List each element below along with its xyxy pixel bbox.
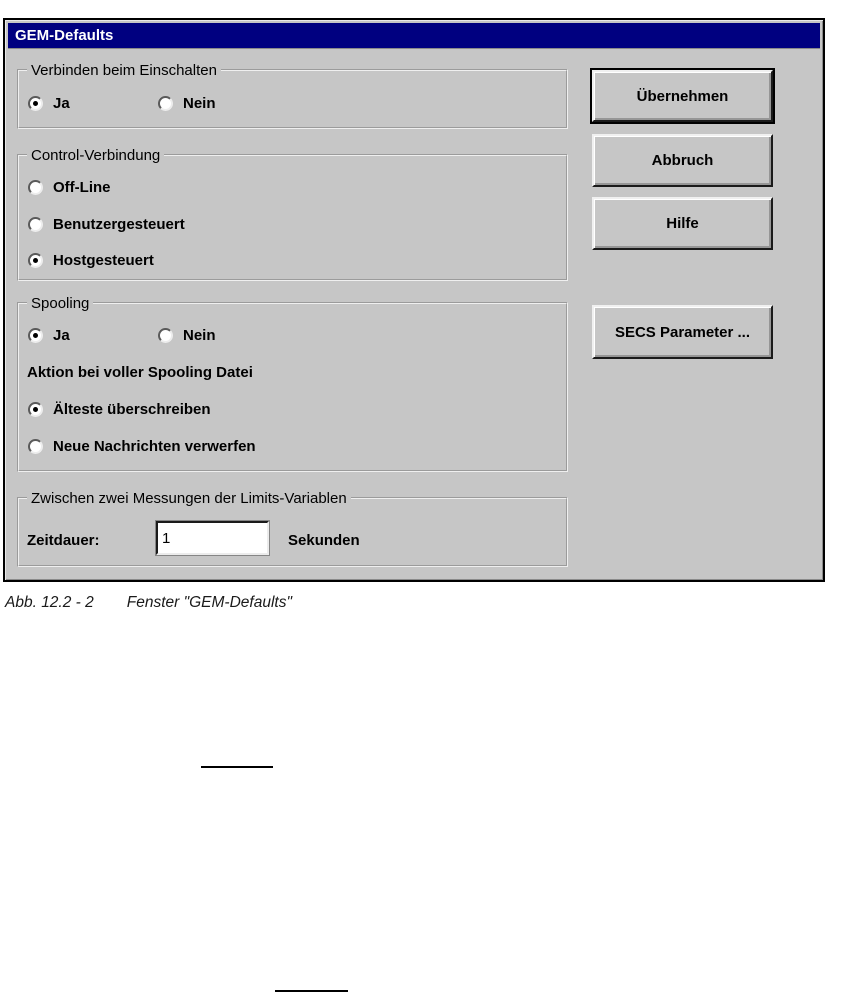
radio-icon[interactable] bbox=[28, 217, 43, 232]
spooling-action-label: Aktion bei voller Spooling Datei bbox=[27, 364, 253, 381]
radio-label: Ja bbox=[53, 327, 70, 344]
window-title: GEM-Defaults bbox=[15, 27, 114, 44]
zeitdauer-input[interactable] bbox=[156, 521, 269, 555]
button-label: Hilfe bbox=[666, 215, 699, 232]
button-label: Abbruch bbox=[651, 152, 714, 169]
radio-label: Nein bbox=[183, 327, 216, 344]
radio-option-neue-nachrichten-verwerfen[interactable] bbox=[28, 438, 256, 455]
radio-icon[interactable] bbox=[28, 402, 43, 417]
radio-label: Älteste überschreiben bbox=[53, 401, 211, 418]
button-label: SECS Parameter ... bbox=[614, 323, 751, 341]
radio-icon[interactable] bbox=[28, 180, 43, 195]
radio-icon[interactable] bbox=[28, 439, 43, 454]
radio-icon[interactable] bbox=[158, 96, 173, 111]
figure-title: Fenster "GEM-Defaults" bbox=[126, 594, 292, 611]
radio-option-offline[interactable] bbox=[28, 179, 111, 196]
radio-option-spooling-nein[interactable] bbox=[158, 327, 216, 344]
group-verbinden-beim-einschalten bbox=[17, 62, 568, 129]
radio-option-verbinden-nein[interactable] bbox=[158, 95, 216, 112]
radio-icon[interactable] bbox=[158, 328, 173, 343]
group-spooling bbox=[17, 295, 568, 472]
group-label: Zwischen zwei Messungen der Limits-Variablen bbox=[27, 490, 351, 507]
radio-label: Benutzergesteuert bbox=[53, 216, 185, 233]
sekunden-label: Sekunden bbox=[288, 532, 360, 549]
rule-line-1 bbox=[201, 766, 273, 768]
radio-icon[interactable] bbox=[28, 253, 43, 268]
radio-icon[interactable] bbox=[28, 96, 43, 111]
group-label: Spooling bbox=[27, 295, 93, 312]
group-control-verbindung bbox=[17, 147, 568, 281]
group-label: Control-Verbindung bbox=[27, 147, 164, 164]
radio-label: Neue Nachrichten verwerfen bbox=[53, 438, 256, 455]
secs-parameter-button[interactable] bbox=[592, 305, 773, 359]
gem-defaults-dialog bbox=[3, 18, 825, 582]
radio-option-hostgesteuert[interactable] bbox=[28, 252, 154, 269]
radio-option-spooling-ja[interactable] bbox=[28, 327, 70, 344]
radio-icon[interactable] bbox=[28, 328, 43, 343]
figure-caption bbox=[5, 594, 292, 612]
figure-number: Abb. 12.2 - 2 bbox=[5, 594, 94, 611]
title-bar[interactable] bbox=[8, 23, 820, 49]
rule-line-2 bbox=[275, 990, 348, 992]
radio-option-verbinden-ja[interactable] bbox=[28, 95, 70, 112]
button-label: Übernehmen bbox=[636, 87, 729, 105]
hilfe-button[interactable] bbox=[592, 197, 773, 250]
radio-label: Nein bbox=[183, 95, 216, 112]
radio-label: Ja bbox=[53, 95, 70, 112]
abbruch-button[interactable] bbox=[592, 134, 773, 187]
group-limits-variablen-messung bbox=[17, 490, 568, 567]
radio-option-benutzergesteuert[interactable] bbox=[28, 216, 185, 233]
radio-label: Off-Line bbox=[53, 179, 111, 196]
radio-option-aelteste-ueberschreiben[interactable] bbox=[28, 401, 211, 418]
zeitdauer-label: Zeitdauer: bbox=[27, 532, 100, 549]
radio-label: Hostgesteuert bbox=[53, 252, 154, 269]
uebernehmen-button[interactable] bbox=[592, 70, 773, 122]
group-label: Verbinden beim Einschalten bbox=[27, 62, 221, 79]
